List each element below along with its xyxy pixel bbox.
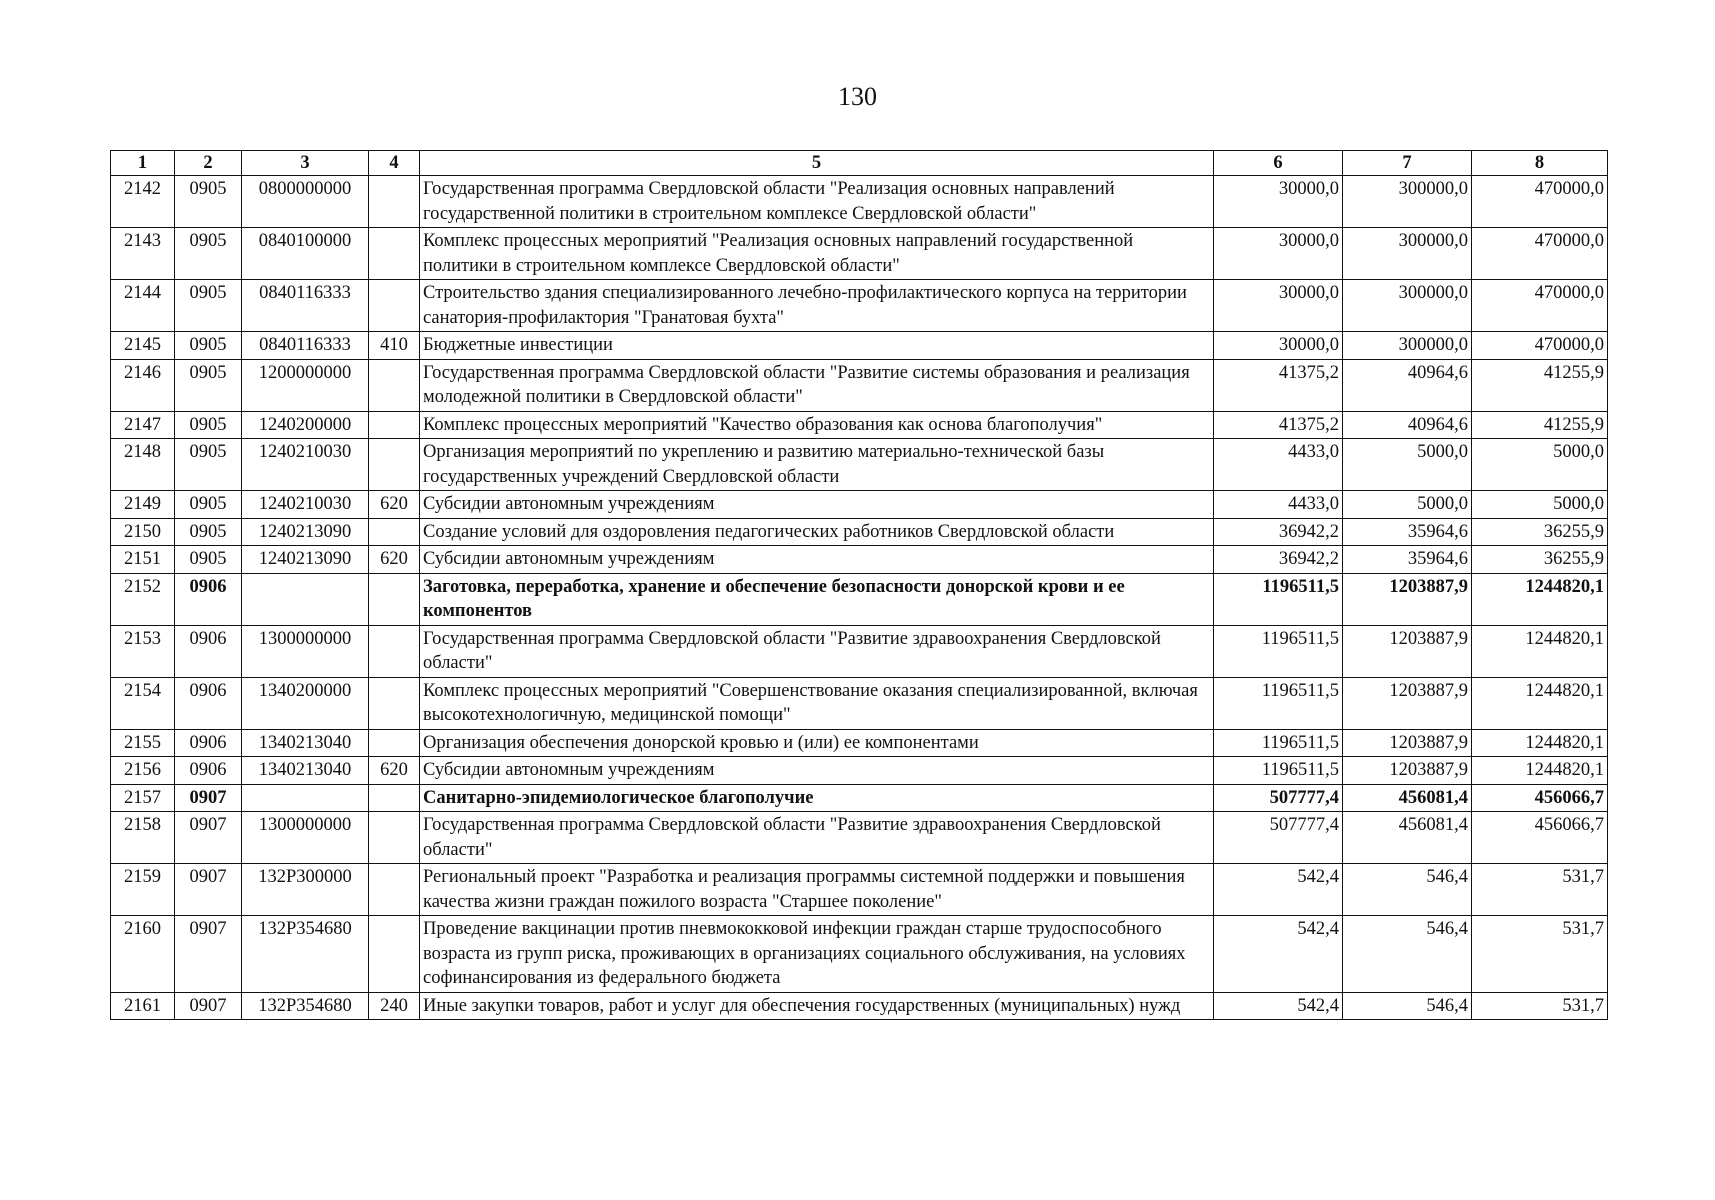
item-name: Субсидии автономным учреждениям — [420, 491, 1214, 519]
table-body — [111, 176, 1608, 1020]
header-col-2: 2 — [175, 151, 242, 176]
budget-table — [110, 150, 1608, 1020]
expense-type-code — [369, 439, 420, 491]
amount-col-6: 1196511,5 — [1214, 625, 1343, 677]
section-code: 0905 — [175, 332, 242, 360]
table-header-row — [111, 151, 1608, 176]
expense-type-code: 410 — [369, 332, 420, 360]
amount-col-6: 30000,0 — [1214, 332, 1343, 360]
row-number: 2147 — [111, 411, 175, 439]
item-name: Субсидии автономным учреждениям — [420, 757, 1214, 785]
header-col-3: 3 — [242, 151, 369, 176]
amount-col-6: 41375,2 — [1214, 411, 1343, 439]
amount-col-7: 546,4 — [1343, 916, 1472, 993]
amount-col-6: 542,4 — [1214, 864, 1343, 916]
section-code: 0906 — [175, 757, 242, 785]
table-row — [111, 992, 1608, 1020]
amount-col-8: 36255,9 — [1472, 518, 1608, 546]
header-col-1: 1 — [111, 151, 175, 176]
target-article-code — [242, 784, 369, 812]
amount-col-7: 1203887,9 — [1343, 625, 1472, 677]
amount-col-8: 456066,7 — [1472, 784, 1608, 812]
table-row — [111, 280, 1608, 332]
amount-col-6: 30000,0 — [1214, 228, 1343, 280]
table-row — [111, 757, 1608, 785]
target-article-code: 1240210030 — [242, 439, 369, 491]
amount-col-7: 35964,6 — [1343, 546, 1472, 574]
amount-col-6: 1196511,5 — [1214, 757, 1343, 785]
header-col-8: 8 — [1472, 151, 1608, 176]
section-code: 0906 — [175, 677, 242, 729]
table-row — [111, 729, 1608, 757]
amount-col-7: 300000,0 — [1343, 228, 1472, 280]
section-code: 0905 — [175, 280, 242, 332]
section-code: 0905 — [175, 228, 242, 280]
section-code: 0905 — [175, 176, 242, 228]
amount-col-8: 470000,0 — [1472, 280, 1608, 332]
item-name: Региональный проект "Разработка и реализация программы системной поддержки и повышения качества жизни граждан пожилого возраста "Старшее поколение" — [420, 864, 1214, 916]
item-name: Иные закупки товаров, работ и услуг для обеспечения государственных (муниципальных) нужд — [420, 992, 1214, 1020]
row-number: 2153 — [111, 625, 175, 677]
item-name: Санитарно-эпидемиологическое благополучие — [420, 784, 1214, 812]
amount-col-7: 35964,6 — [1343, 518, 1472, 546]
expense-type-code: 240 — [369, 992, 420, 1020]
expense-type-code — [369, 176, 420, 228]
item-name: Организация обеспечения донорской кровью и (или) ее компонентами — [420, 729, 1214, 757]
table-row — [111, 439, 1608, 491]
section-code: 0906 — [175, 729, 242, 757]
amount-col-7: 300000,0 — [1343, 280, 1472, 332]
row-number: 2155 — [111, 729, 175, 757]
target-article-code: 1300000000 — [242, 625, 369, 677]
expense-type-code — [369, 812, 420, 864]
table-row — [111, 228, 1608, 280]
table-row — [111, 864, 1608, 916]
table-row — [111, 518, 1608, 546]
row-number: 2157 — [111, 784, 175, 812]
item-name: Организация мероприятий по укреплению и развитию материально-технической базы государственных учреждений Свердловской области — [420, 439, 1214, 491]
section-code: 0905 — [175, 411, 242, 439]
item-name: Государственная программа Свердловской области "Развитие здравоохранения Свердловской области" — [420, 812, 1214, 864]
item-name: Комплекс процессных мероприятий "Реализация основных направлений государственной политики в строительном комплексе Свердловской области" — [420, 228, 1214, 280]
row-number: 2160 — [111, 916, 175, 993]
expense-type-code — [369, 916, 420, 993]
table-row — [111, 573, 1608, 625]
table-row — [111, 916, 1608, 993]
expense-type-code — [369, 573, 420, 625]
target-article-code: 1240200000 — [242, 411, 369, 439]
amount-col-8: 1244820,1 — [1472, 677, 1608, 729]
expense-type-code — [369, 729, 420, 757]
section-code: 0905 — [175, 439, 242, 491]
section-code: 0907 — [175, 992, 242, 1020]
section-code: 0906 — [175, 625, 242, 677]
amount-col-6: 1196511,5 — [1214, 729, 1343, 757]
amount-col-6: 542,4 — [1214, 992, 1343, 1020]
page-number: 130 — [838, 82, 877, 111]
table-row — [111, 359, 1608, 411]
target-article-code: 1200000000 — [242, 359, 369, 411]
header-col-6: 6 — [1214, 151, 1343, 176]
expense-type-code — [369, 359, 420, 411]
expense-type-code — [369, 280, 420, 332]
section-code: 0905 — [175, 491, 242, 519]
amount-col-7: 546,4 — [1343, 864, 1472, 916]
amount-col-7: 1203887,9 — [1343, 677, 1472, 729]
amount-col-7: 300000,0 — [1343, 332, 1472, 360]
item-name: Комплекс процессных мероприятий "Качество образования как основа благополучия" — [420, 411, 1214, 439]
amount-col-8: 1244820,1 — [1472, 625, 1608, 677]
amount-col-6: 36942,2 — [1214, 546, 1343, 574]
item-name: Строительство здания специализированного лечебно-профилактического корпуса на территории санатория-профилактория "Гранатовая бухта" — [420, 280, 1214, 332]
row-number: 2154 — [111, 677, 175, 729]
table-row — [111, 812, 1608, 864]
amount-col-6: 1196511,5 — [1214, 573, 1343, 625]
amount-col-6: 507777,4 — [1214, 784, 1343, 812]
target-article-code: 132P354680 — [242, 992, 369, 1020]
row-number: 2161 — [111, 992, 175, 1020]
target-article-code: 1240210030 — [242, 491, 369, 519]
amount-col-6: 30000,0 — [1214, 280, 1343, 332]
amount-col-7: 5000,0 — [1343, 439, 1472, 491]
expense-type-code — [369, 411, 420, 439]
amount-col-8: 1244820,1 — [1472, 573, 1608, 625]
amount-col-7: 1203887,9 — [1343, 757, 1472, 785]
amount-col-7: 456081,4 — [1343, 784, 1472, 812]
table-row — [111, 546, 1608, 574]
amount-col-8: 531,7 — [1472, 992, 1608, 1020]
section-code: 0905 — [175, 546, 242, 574]
amount-col-8: 470000,0 — [1472, 332, 1608, 360]
amount-col-7: 1203887,9 — [1343, 729, 1472, 757]
row-number: 2142 — [111, 176, 175, 228]
header-col-7: 7 — [1343, 151, 1472, 176]
amount-col-7: 456081,4 — [1343, 812, 1472, 864]
section-code: 0907 — [175, 784, 242, 812]
amount-col-8: 531,7 — [1472, 916, 1608, 993]
amount-col-7: 546,4 — [1343, 992, 1472, 1020]
row-number: 2149 — [111, 491, 175, 519]
target-article-code: 0800000000 — [242, 176, 369, 228]
table-row — [111, 411, 1608, 439]
row-number: 2143 — [111, 228, 175, 280]
row-number: 2159 — [111, 864, 175, 916]
amount-col-8: 1244820,1 — [1472, 729, 1608, 757]
section-code: 0907 — [175, 916, 242, 993]
row-number: 2150 — [111, 518, 175, 546]
expense-type-code — [369, 518, 420, 546]
amount-col-6: 4433,0 — [1214, 439, 1343, 491]
amount-col-8: 41255,9 — [1472, 411, 1608, 439]
amount-col-8: 41255,9 — [1472, 359, 1608, 411]
target-article-code: 1300000000 — [242, 812, 369, 864]
table-row — [111, 332, 1608, 360]
section-code: 0906 — [175, 573, 242, 625]
expense-type-code — [369, 864, 420, 916]
header-col-4: 4 — [369, 151, 420, 176]
table-row — [111, 784, 1608, 812]
amount-col-8: 470000,0 — [1472, 228, 1608, 280]
amount-col-6: 507777,4 — [1214, 812, 1343, 864]
item-name: Проведение вакцинации против пневмококковой инфекции граждан старше трудоспособного возраста из групп риска, проживающих в организациях социального обслуживания, на условиях софинансирования из федерального бюджета — [420, 916, 1214, 993]
table-row — [111, 176, 1608, 228]
row-number: 2144 — [111, 280, 175, 332]
row-number: 2148 — [111, 439, 175, 491]
item-name: Государственная программа Свердловской области "Реализация основных направлений государственной политики в строительном комплексе Свердловской области" — [420, 176, 1214, 228]
item-name: Создание условий для оздоровления педагогических работников Свердловской области — [420, 518, 1214, 546]
item-name: Субсидии автономным учреждениям — [420, 546, 1214, 574]
row-number: 2145 — [111, 332, 175, 360]
target-article-code: 132P300000 — [242, 864, 369, 916]
row-number: 2151 — [111, 546, 175, 574]
amount-col-6: 36942,2 — [1214, 518, 1343, 546]
target-article-code: 1240213090 — [242, 546, 369, 574]
row-number: 2156 — [111, 757, 175, 785]
amount-col-7: 300000,0 — [1343, 176, 1472, 228]
expense-type-code — [369, 677, 420, 729]
target-article-code: 0840100000 — [242, 228, 369, 280]
target-article-code: 1340213040 — [242, 757, 369, 785]
target-article-code: 0840116333 — [242, 332, 369, 360]
row-number: 2146 — [111, 359, 175, 411]
expense-type-code — [369, 784, 420, 812]
amount-col-8: 36255,9 — [1472, 546, 1608, 574]
section-code: 0907 — [175, 812, 242, 864]
section-code: 0907 — [175, 864, 242, 916]
amount-col-7: 40964,6 — [1343, 411, 1472, 439]
item-name: Государственная программа Свердловской области "Развитие системы образования и реализация молодежной политики в Свердловской области" — [420, 359, 1214, 411]
amount-col-8: 5000,0 — [1472, 491, 1608, 519]
amount-col-8: 1244820,1 — [1472, 757, 1608, 785]
expense-type-code — [369, 625, 420, 677]
table-row — [111, 625, 1608, 677]
target-article-code: 1340213040 — [242, 729, 369, 757]
amount-col-7: 1203887,9 — [1343, 573, 1472, 625]
table-row — [111, 491, 1608, 519]
target-article-code — [242, 573, 369, 625]
item-name: Комплекс процессных мероприятий "Совершенствование оказания специализированной, включая высокотехнологичную, медицинской помощи" — [420, 677, 1214, 729]
section-code: 0905 — [175, 359, 242, 411]
expense-type-code — [369, 228, 420, 280]
expense-type-code: 620 — [369, 757, 420, 785]
row-number: 2158 — [111, 812, 175, 864]
item-name: Заготовка, переработка, хранение и обеспечение безопасности донорской крови и ее компонентов — [420, 573, 1214, 625]
target-article-code: 1340200000 — [242, 677, 369, 729]
target-article-code: 1240213090 — [242, 518, 369, 546]
amount-col-7: 5000,0 — [1343, 491, 1472, 519]
table-row — [111, 677, 1608, 729]
header-col-5: 5 — [420, 151, 1214, 176]
amount-col-8: 456066,7 — [1472, 812, 1608, 864]
target-article-code: 0840116333 — [242, 280, 369, 332]
section-code: 0905 — [175, 518, 242, 546]
expense-type-code: 620 — [369, 546, 420, 574]
row-number: 2152 — [111, 573, 175, 625]
amount-col-6: 41375,2 — [1214, 359, 1343, 411]
amount-col-8: 531,7 — [1472, 864, 1608, 916]
amount-col-8: 5000,0 — [1472, 439, 1608, 491]
amount-col-6: 1196511,5 — [1214, 677, 1343, 729]
item-name: Государственная программа Свердловской области "Развитие здравоохранения Свердловской области" — [420, 625, 1214, 677]
amount-col-6: 30000,0 — [1214, 176, 1343, 228]
amount-col-6: 4433,0 — [1214, 491, 1343, 519]
item-name: Бюджетные инвестиции — [420, 332, 1214, 360]
amount-col-6: 542,4 — [1214, 916, 1343, 993]
amount-col-8: 470000,0 — [1472, 176, 1608, 228]
amount-col-7: 40964,6 — [1343, 359, 1472, 411]
expense-type-code: 620 — [369, 491, 420, 519]
target-article-code: 132P354680 — [242, 916, 369, 993]
